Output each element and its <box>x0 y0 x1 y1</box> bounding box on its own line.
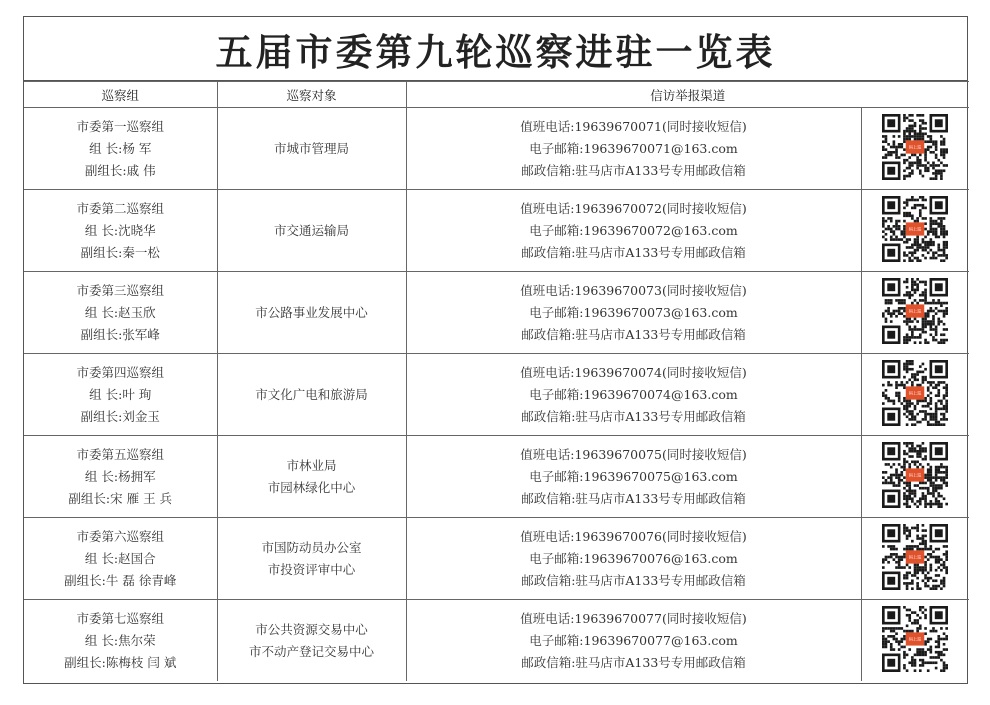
group-leader: 组 长:赵玉欣 <box>84 304 156 320</box>
group-cell <box>24 272 217 354</box>
hotline-phone: 值班电话:19639670073(同时接收短信) <box>520 282 747 298</box>
document-frame <box>23 16 968 684</box>
header-target: 巡察对象 <box>217 82 406 108</box>
qr-center-label: 码上巡 <box>908 144 922 150</box>
channels-cell <box>406 108 861 190</box>
qr-code-icon[interactable] <box>880 442 950 512</box>
group-cell <box>24 190 217 272</box>
deputy-leader: 副组长:牛 磊 徐青峰 <box>64 572 177 588</box>
qr-center-label: 码上巡 <box>908 636 922 642</box>
channels-cell <box>406 600 861 682</box>
deputy-leader: 副组长:宋 雁 王 兵 <box>68 490 173 506</box>
channels-cell <box>406 272 861 354</box>
report-email: 电子邮箱:19639670076@163.com <box>529 550 738 566</box>
group-leader: 组 长:杨 军 <box>89 140 152 156</box>
group-cell <box>24 600 217 682</box>
group-name: 市委第六巡察组 <box>76 528 164 544</box>
deputy-leader: 副组长:戚 伟 <box>84 162 156 178</box>
inspection-table <box>24 81 969 681</box>
target-cell <box>217 518 406 600</box>
postal-mailbox: 邮政信箱:驻马店市A133号专用邮政信箱 <box>521 572 746 588</box>
postal-mailbox: 邮政信箱:驻马店市A133号专用邮政信箱 <box>521 244 746 260</box>
postal-mailbox: 邮政信箱:驻马店市A133号专用邮政信箱 <box>521 408 746 424</box>
group-name: 市委第三巡察组 <box>76 282 164 298</box>
group-name: 市委第四巡察组 <box>76 364 164 380</box>
deputy-leader: 副组长:张军峰 <box>80 326 160 342</box>
table-row <box>24 518 969 600</box>
qr-cell <box>861 518 969 600</box>
target-cell <box>217 190 406 272</box>
deputy-leader: 副组长:秦一松 <box>80 244 160 260</box>
target-unit: 市林业局 <box>286 457 337 473</box>
report-email: 电子邮箱:19639670074@163.com <box>529 386 738 402</box>
target-unit: 市园林绿化中心 <box>267 479 356 495</box>
channels-cell <box>406 354 861 436</box>
hotline-phone: 值班电话:19639670075(同时接收短信) <box>520 446 747 462</box>
table-row <box>24 108 969 190</box>
deputy-leader: 副组长:陈梅枝 闫 斌 <box>64 654 177 670</box>
target-unit: 市城市管理局 <box>273 140 349 156</box>
qr-cell <box>861 436 969 518</box>
qr-cell <box>861 190 969 272</box>
table-row <box>24 436 969 518</box>
postal-mailbox: 邮政信箱:驻马店市A133号专用邮政信箱 <box>521 162 746 178</box>
group-cell <box>24 108 217 190</box>
hotline-phone: 值班电话:19639670077(同时接收短信) <box>520 610 747 626</box>
group-leader: 组 长:焦尔荣 <box>84 632 156 648</box>
postal-mailbox: 邮政信箱:驻马店市A133号专用邮政信箱 <box>521 490 746 506</box>
target-unit: 市文化广电和旅游局 <box>255 386 368 402</box>
target-cell <box>217 272 406 354</box>
table-row <box>24 190 969 272</box>
postal-mailbox: 邮政信箱:驻马店市A133号专用邮政信箱 <box>521 326 746 342</box>
target-unit: 市公路事业发展中心 <box>255 304 368 320</box>
target-cell <box>217 436 406 518</box>
table-row <box>24 272 969 354</box>
target-cell <box>217 600 406 682</box>
channels-cell <box>406 518 861 600</box>
qr-center-label: 码上巡 <box>908 308 922 314</box>
qr-code-icon[interactable] <box>880 360 950 430</box>
report-email: 电子邮箱:19639670071@163.com <box>529 140 738 156</box>
header-group: 巡察组 <box>24 82 217 108</box>
group-cell <box>24 354 217 436</box>
group-cell <box>24 518 217 600</box>
deputy-leader: 副组长:刘金玉 <box>80 408 160 424</box>
group-name: 市委第七巡察组 <box>76 610 164 626</box>
target-unit: 市国防动员办公室 <box>261 539 362 555</box>
group-leader: 组 长:沈晓华 <box>84 222 156 238</box>
page-title: 五届市委第九轮巡察进驻一览表 <box>24 17 967 81</box>
target-unit: 市公共资源交易中心 <box>255 621 368 637</box>
table-row <box>24 354 969 436</box>
qr-code-icon[interactable] <box>880 606 950 676</box>
qr-code-icon[interactable] <box>880 196 950 266</box>
table-row <box>24 600 969 682</box>
qr-cell <box>861 272 969 354</box>
qr-cell <box>861 108 969 190</box>
target-unit: 市投资评审中心 <box>267 561 356 577</box>
group-leader: 组 长:叶 珣 <box>89 386 152 402</box>
hotline-phone: 值班电话:19639670076(同时接收短信) <box>520 528 747 544</box>
qr-center-label: 码上巡 <box>908 554 922 560</box>
header-channels: 信访举报渠道 <box>406 82 969 108</box>
report-email: 电子邮箱:19639670073@163.com <box>529 304 738 320</box>
report-email: 电子邮箱:19639670075@163.com <box>529 468 738 484</box>
group-name: 市委第二巡察组 <box>76 200 164 216</box>
qr-cell <box>861 354 969 436</box>
report-email: 电子邮箱:19639670077@163.com <box>529 632 738 648</box>
target-unit: 市交通运输局 <box>273 222 349 238</box>
group-leader: 组 长:杨拥军 <box>84 468 156 484</box>
channels-cell <box>406 436 861 518</box>
qr-center-label: 码上巡 <box>908 472 922 478</box>
hotline-phone: 值班电话:19639670072(同时接收短信) <box>520 200 747 216</box>
qr-center-label: 码上巡 <box>908 390 922 396</box>
group-leader: 组 长:赵国合 <box>84 550 156 566</box>
hotline-phone: 值班电话:19639670074(同时接收短信) <box>520 364 747 380</box>
qr-center-label: 码上巡 <box>908 226 922 232</box>
target-unit: 市不动产登记交易中心 <box>248 643 374 659</box>
group-name: 市委第一巡察组 <box>76 118 164 134</box>
qr-code-icon[interactable] <box>880 524 950 594</box>
group-name: 市委第五巡察组 <box>76 446 164 462</box>
qr-cell <box>861 600 969 682</box>
table-header-row <box>24 82 969 108</box>
target-cell <box>217 108 406 190</box>
report-email: 电子邮箱:19639670072@163.com <box>529 222 738 238</box>
hotline-phone: 值班电话:19639670071(同时接收短信) <box>520 118 747 134</box>
qr-code-icon[interactable] <box>880 278 950 348</box>
target-cell <box>217 354 406 436</box>
postal-mailbox: 邮政信箱:驻马店市A133号专用邮政信箱 <box>521 654 746 670</box>
qr-code-icon[interactable] <box>880 114 950 184</box>
channels-cell <box>406 190 861 272</box>
group-cell <box>24 436 217 518</box>
